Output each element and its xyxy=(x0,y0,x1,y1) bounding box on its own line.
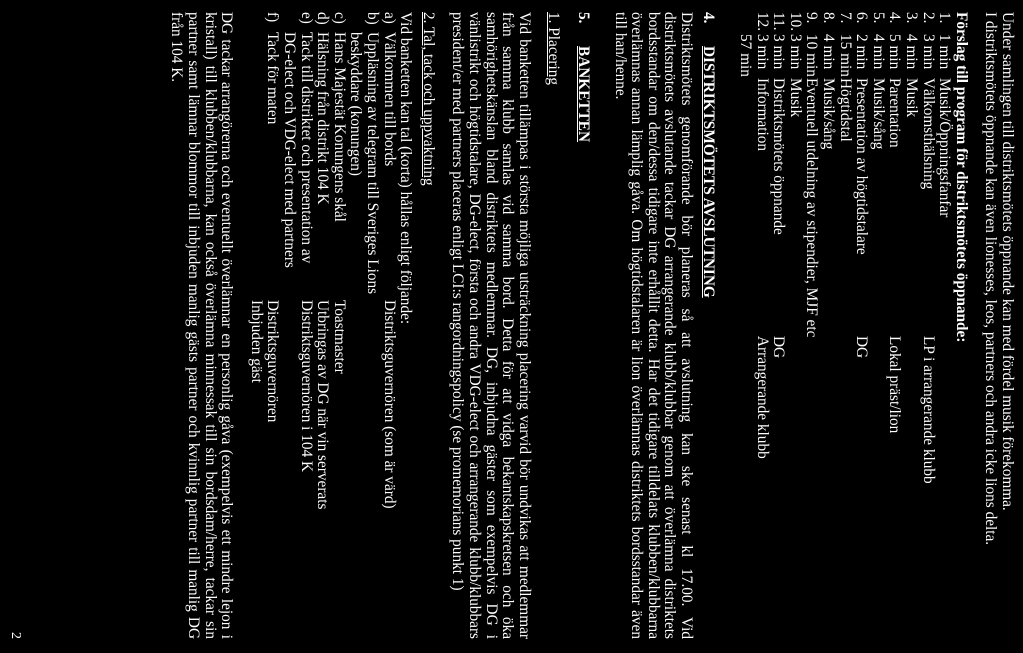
program-row-minutes: 4 min xyxy=(869,34,887,70)
speech-row-continuation: beskyddare (konungen) xyxy=(347,32,365,176)
speech-row xyxy=(330,12,347,639)
speech-row-responsible: Toastmaster xyxy=(330,300,348,374)
program-row-responsible xyxy=(936,336,953,639)
program-row-number: 1. xyxy=(936,12,954,24)
speech-row-item: Tack till distriktet och presentation av xyxy=(297,32,315,264)
speech-row xyxy=(380,12,397,639)
speech-row-letter: e) xyxy=(297,12,315,24)
program-row-responsible: Arrangerande klubb xyxy=(753,336,771,459)
program-row xyxy=(819,12,836,639)
intro-line-2: I distriktsmötets öppnande kan även lionesses, leos, partners och andra icke lions delta. xyxy=(982,12,1000,546)
program-row-minutes: 3 min xyxy=(786,34,804,70)
speech-row-item: Välkommen till bords xyxy=(380,32,398,167)
program-row xyxy=(869,12,886,639)
program-row-minutes: 15 min xyxy=(836,34,854,77)
speech-row xyxy=(297,12,314,639)
program-row-number: 3. xyxy=(903,12,921,24)
speech-row-item: Hans Majestät Konungens skål xyxy=(330,32,348,222)
program-row xyxy=(753,12,770,639)
section-4-number: 4. xyxy=(700,12,718,24)
subsection-tal-title: 2. Tal, tack och uppvaktning xyxy=(419,12,437,186)
program-row-number: 9. xyxy=(803,12,821,24)
program-row-item: Välkomsthälsning xyxy=(919,78,937,190)
program-row-minutes: 3 min xyxy=(919,34,937,70)
program-row-item: Eventuell utdelning av stipendier, MJF etc xyxy=(803,78,821,338)
subsection-placering-body: Vid banketten tillämpas i största möjliga utsträckning placering varvid bör undvikas att medlemmar från samma klubb samlas vid samma bord. Detta för att vidga bekantskapskretsen och öka samhörighetskänslan bland distriktets medlemmar. DG, inbjudna gäster som exempelvis DG i vänlistrikt och högtidstalare, DG-elect, första och andra VDG-elect och arrangerande klubb/klubbars president/er med partners placeras enligt LCI:s rangordningspolicy (se promemorians punkt 1) xyxy=(449,12,533,639)
section-5-title: BANKETTEN xyxy=(574,46,592,143)
section-4-heading xyxy=(700,12,717,639)
speech-row-letter: b) xyxy=(364,12,381,25)
program-row-number: 12. xyxy=(753,12,771,32)
program-total xyxy=(737,12,754,639)
program-row xyxy=(853,12,870,639)
speech-row xyxy=(363,12,380,639)
program-row-minutes: 2 min xyxy=(853,34,871,70)
program-row-item: Musik xyxy=(786,78,804,118)
program-row-minutes: 3 min xyxy=(753,34,771,70)
subsection-placering-title: 1. Placering xyxy=(545,12,563,86)
speech-row-responsible xyxy=(363,300,380,639)
section-4-title: DISTRIKTSMÖTETS AVSLUTNING xyxy=(700,46,718,298)
program-row-minutes: 4 min xyxy=(820,34,838,70)
program-total-value: 57 min xyxy=(737,34,755,77)
speech-row-item: Uppläsning av telegram till Sveriges Lions xyxy=(364,32,381,295)
program-row-responsible: DG xyxy=(770,336,788,359)
speech-row-responsible: Distriktsguvernören i 104 K xyxy=(297,300,315,473)
program-row-item: Presentation av högtidstalare xyxy=(853,78,871,255)
program-row-minutes: 1 min xyxy=(936,34,954,70)
program-row-minutes: 10 min xyxy=(803,34,821,77)
program-heading: Förslag till program för distriktsmötets öppnande: xyxy=(952,12,970,343)
speech-row-item: Hälsning från distrikt 104 K xyxy=(314,32,332,205)
program-row-item: Musik xyxy=(903,78,921,118)
subsection-tal-intro: Vid banketten kan tal (korta) hållas enligt följande: xyxy=(397,12,415,325)
program-row-item: Information xyxy=(753,78,771,152)
program-row-responsible xyxy=(869,336,886,639)
program-row xyxy=(803,12,820,639)
program-row xyxy=(786,12,803,639)
speech-row xyxy=(314,12,331,639)
intro-line-1: Under samlingen till distriktsmötets öppnande kan med fördel musik förekomma. xyxy=(999,12,1016,511)
speech-row-letter: d) xyxy=(314,12,332,25)
program-row-responsible xyxy=(836,336,853,639)
program-row-number: 5. xyxy=(869,12,887,24)
program-row-number: 7. xyxy=(836,12,854,24)
program-row-number: 11. xyxy=(770,12,788,31)
speech-list xyxy=(264,12,397,639)
program-row-responsible xyxy=(803,336,820,639)
section-5-number: 5. xyxy=(574,12,592,24)
program-row-number: 2. xyxy=(919,12,937,24)
speech-guest-row xyxy=(247,12,264,639)
program-row xyxy=(770,12,787,639)
program-row-item: Musik/sång xyxy=(869,78,887,150)
speech-row-letter: a) xyxy=(380,12,398,24)
closing-paragraph: DG tackar arrangörerna och eventuellt överlämnar en personlig gåva (exempelvis ett mindre lejon i kristall) till klubben/klubbarna, kan också överlämna minnessak till sin bordsdam/herre, tackar sin partner samt lämnar blommor till inbjuden manlig gästs partner och kvinnlig partner till manlig DG från 104 K. xyxy=(168,12,236,639)
speech-row-continuation: DG-elect och VDG-elect med partners xyxy=(281,32,299,268)
program-row-number: 10. xyxy=(786,12,804,32)
program-row-number: 8. xyxy=(820,12,838,24)
program-row-number: 4. xyxy=(886,12,904,24)
program-row-responsible xyxy=(786,336,803,639)
program-row-responsible: Lokal präst/lion xyxy=(886,336,904,434)
program-row-minutes: 4 min xyxy=(903,34,921,70)
program-row-item: Musik/sång xyxy=(820,78,838,150)
program-row-item: Musik/Öppningsfanfar xyxy=(936,78,954,218)
speech-row-responsible: Distriktsguvernören xyxy=(264,300,282,423)
speech-row-letter: c) xyxy=(330,12,348,24)
speech-row xyxy=(264,12,281,639)
section-4-body: Distriktsmötets genomförande bör planeras så att avslutning kan ske senast kl 17.00. Vid distriktsmötets avslutande tackar DG arrangerande klubb/klubbar genom att överlämna distriktets bordsstandar om den/dessa tidigare inte erhållit detta. Har det tidigare tilldelats klubben/klubbarna överlämnas annan lämplig gåva. Om högtidstalaren är lion överlämnas distriktets bordsstandar även till han/henne. xyxy=(611,12,695,639)
program-row xyxy=(836,12,853,639)
program-row-item: Parentation xyxy=(886,78,904,148)
speech-row-item: Tack för maten xyxy=(264,32,282,125)
program-row xyxy=(919,12,936,639)
section-5-heading xyxy=(574,12,591,639)
program-row-responsible xyxy=(819,336,836,639)
speech-guest: Inbjuden gäst xyxy=(247,300,265,383)
program-list xyxy=(753,12,952,639)
program-row-minutes: 5 min xyxy=(886,34,904,70)
program-row xyxy=(902,12,919,639)
program-row-item: Distriktsmötets öppnande xyxy=(770,78,788,235)
program-row-item: Högtidstal xyxy=(836,78,854,142)
page-number: 2 xyxy=(7,632,23,639)
program-row-responsible xyxy=(902,336,919,639)
program-row-minutes: 3 min xyxy=(770,34,788,70)
speech-row-responsible: Utbringas av DG när vin serverats xyxy=(314,300,332,510)
program-row-responsible: LP i arrangerande klubb xyxy=(919,336,937,484)
speech-row-responsible: Distriktsguvernören (som är värd) xyxy=(380,300,398,509)
speech-row-letter: f) xyxy=(264,12,282,23)
program-row xyxy=(936,12,953,639)
program-row-number: 6. xyxy=(853,12,871,24)
program-row xyxy=(886,12,903,639)
program-row-responsible: DG xyxy=(853,336,871,359)
